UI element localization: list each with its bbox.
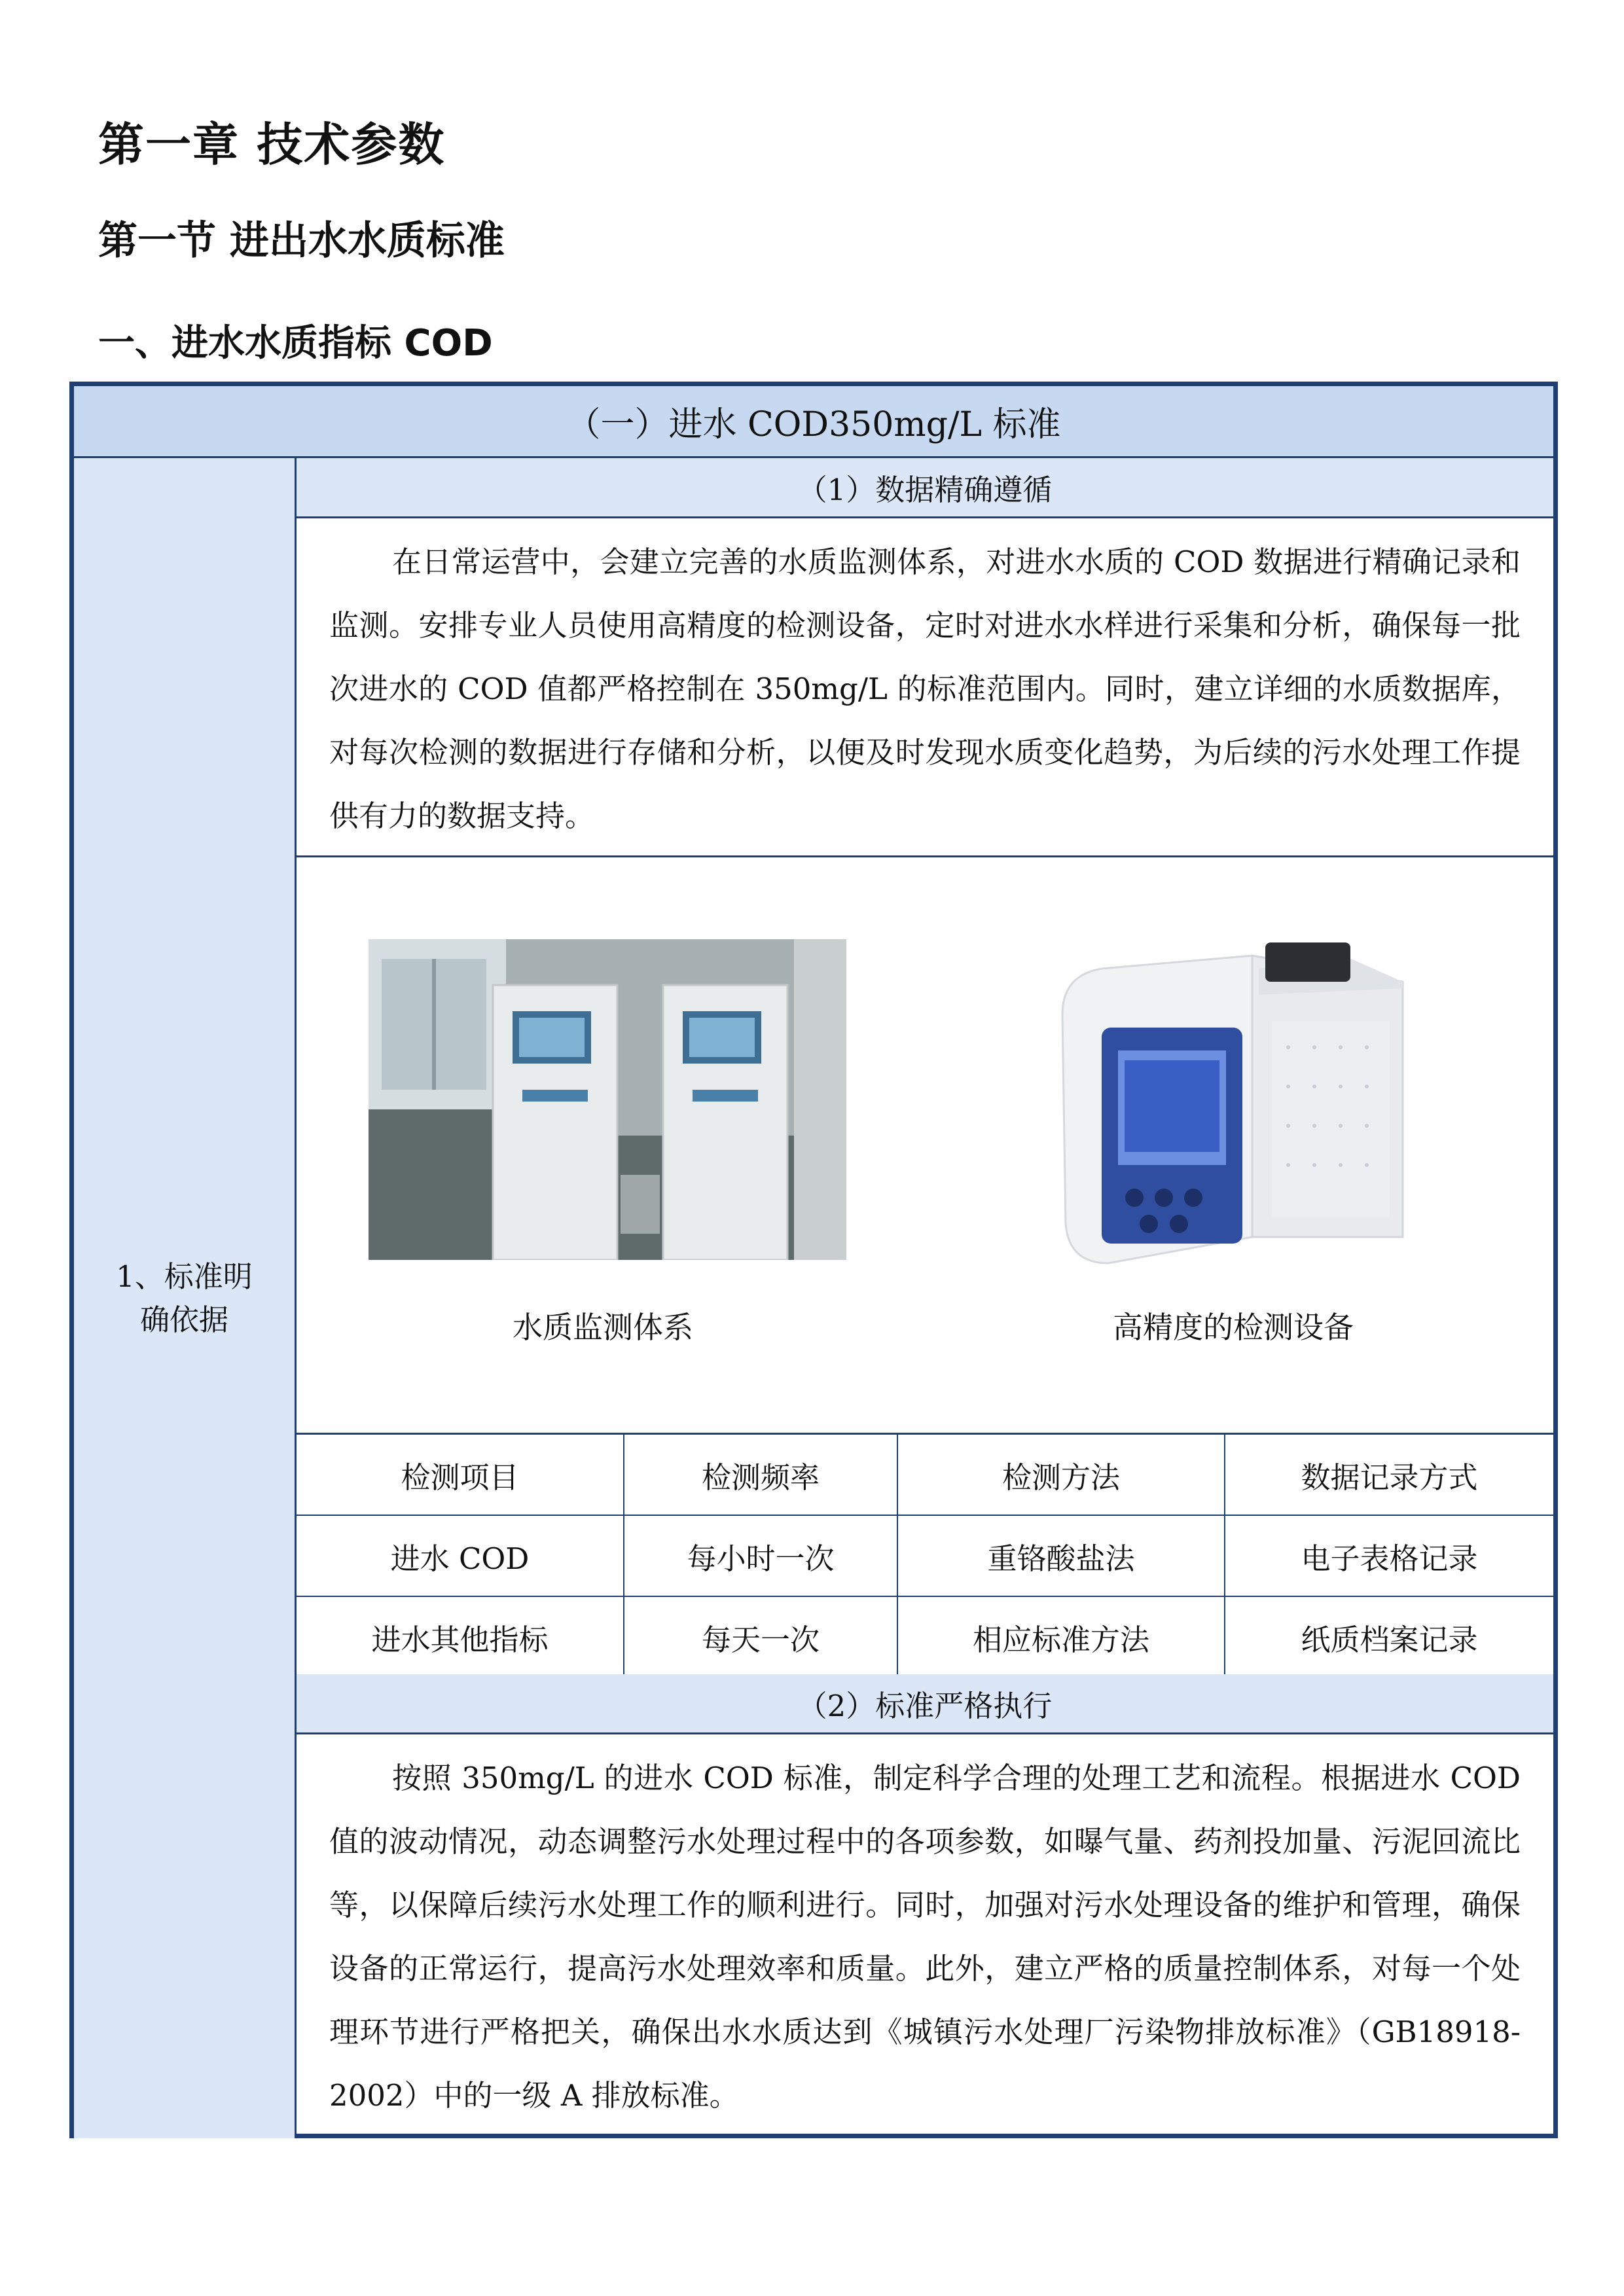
table-title: （一）进水 COD350mg/L 标准 [74, 386, 1553, 458]
chapter-heading: 第一章 技术参数 [98, 118, 446, 171]
monitoring-system-photo [369, 939, 846, 1260]
table-cell: 相应标准方法 [897, 1596, 1225, 1677]
sub-heading-2: （2）标准严格执行 [297, 1674, 1553, 1734]
subsection-heading: 一、进水水质指标 COD [98, 322, 493, 365]
standard-table [69, 382, 1558, 2138]
paragraph-1: 在日常运营中，会建立完善的水质监测体系，对进水水质的 COD 数据进行精确记录和监测。安排专业人员使用高精度的检测设备，定时对进水水样进行采集和分析，确保每一批次进水的 COD 值都严格控制在 350mg/L 的标准范围内。同时，建立详细的水质数据库，对每次检测的数据进行存储和分析，以便及时发现水质变化趋势，为后续的污水处理工作提供有力的数据支持。 [297, 518, 1553, 857]
table-cell: 进水其他指标 [297, 1596, 624, 1677]
left-label-cell [74, 458, 297, 2138]
table-header-cell: 检测频率 [624, 1435, 897, 1515]
table-header-cell: 检测项目 [297, 1435, 624, 1515]
table-cell: 纸质档案记录 [1225, 1596, 1553, 1677]
left-label: 1、标准明确依据 [116, 1259, 253, 1337]
caption-detection-device: 高精度的检测设备 [1113, 1310, 1354, 1345]
table-cell: 每小时一次 [624, 1515, 897, 1596]
table-header-cell: 数据记录方式 [1225, 1435, 1553, 1515]
table-cell: 重铬酸盐法 [897, 1515, 1225, 1596]
section-heading: 第一节 进出水水质标准 [98, 218, 505, 264]
paragraph-2: 按照 350mg/L 的进水 COD 标准，制定科学合理的处理工艺和流程。根据进水 COD 值的波动情况，动态调整污水处理过程中的各项参数，如曝气量、药剂投加量、污泥回流比等，以保障后续污水处理工作的顺利进行。同时，加强对污水处理设备的维护和管理，确保设备的正常运行，提高污水处理效率和质量。此外，建立严格的质量控制体系，对每一个处理环节进行严格把关，确保出水水质达到《城镇污水处理厂污染物排放标准》（GB18918-2002）中的一级 A 排放标准。 [329, 1761, 1521, 2113]
table-header-row [297, 1435, 1553, 1515]
table-cell: 进水 COD [297, 1515, 624, 1596]
table-cell: 电子表格记录 [1225, 1515, 1553, 1596]
image-area [297, 857, 1553, 1435]
table-row [297, 1596, 1553, 1677]
sub-heading-1: （1）数据精确遵循 [297, 458, 1553, 518]
detection-device-photo [1036, 929, 1429, 1276]
caption-monitoring-system: 水质监测体系 [513, 1310, 693, 1345]
table-cell: 每天一次 [624, 1596, 897, 1677]
table-header-cell: 检测方法 [897, 1435, 1225, 1515]
detection-table [297, 1435, 1553, 1678]
table-row [297, 1515, 1553, 1596]
